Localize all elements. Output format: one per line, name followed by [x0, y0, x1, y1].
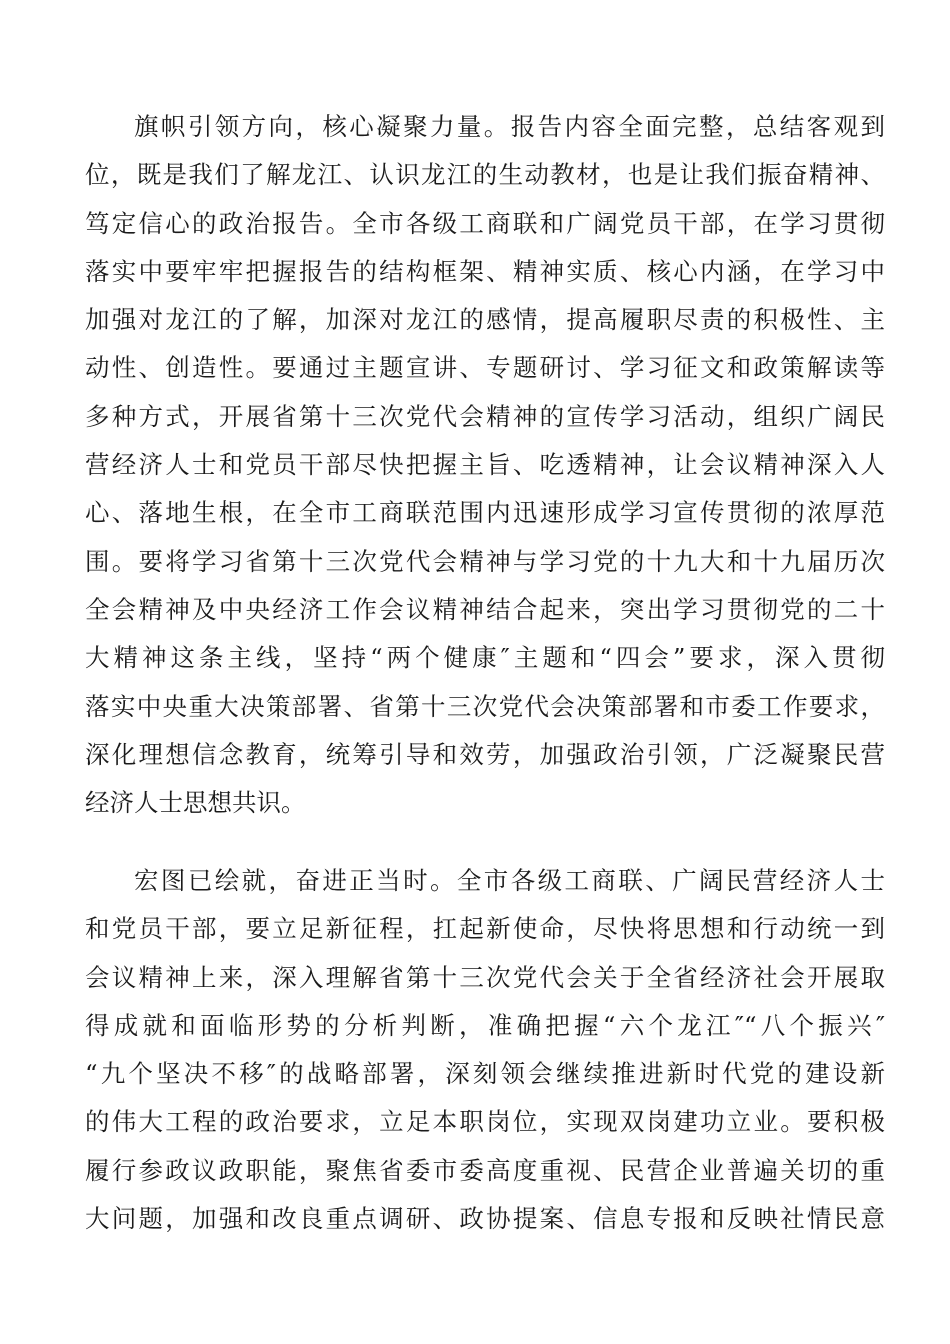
paragraph-2	[85, 857, 885, 1243]
paragraph-line: 大精神这条主线，坚持“两个健康″主题和“四会”要求，深入贯彻	[85, 643, 885, 673]
paragraph-line: 多种方式，开展省第十三次党代会精神的宣传学习活动，组织广阔民	[85, 401, 885, 431]
paragraph-line: 心、落地生根，在全市工商联范围内迅速形成学习宣传贯彻的浓厚范	[85, 498, 885, 528]
paragraph-line: 营经济人士和党员干部尽快把握主旨、吃透精神，让会议精神深入人	[85, 450, 885, 480]
paragraph-line: 动性、创造性。要通过主题宣讲、专题研讨、学习征文和政策解读等	[85, 353, 885, 383]
paragraph-line: 旗帜引领方向，核心凝聚力量。报告内容全面完整，总结客观到	[134, 112, 885, 141]
paragraph-line: 的伟大工程的政治要求，立足本职岗位，实现双岗建功立业。要积极	[85, 1107, 885, 1137]
paragraph-line: 深化理想信念教育，统筹引导和效劳，加强政治引领，广泛凝聚民营	[85, 739, 885, 769]
paragraph-line: 笃定信心的政治报告。全市各级工商联和广阔党员干部，在学习贯彻	[85, 208, 885, 238]
paragraph-line: 大问题，加强和改良重点调研、政协提案、信息专报和反映社情民意	[85, 1204, 885, 1234]
paragraph-line: 全会精神及中央经济工作会议精神结合起来，突出学习贯彻党的二十	[85, 594, 885, 624]
paragraph-line: “九个坚决不移″的战略部署，深刻领会继续推进新时代党的建设新	[85, 1059, 885, 1089]
paragraph-line: 经济人士思想共识。	[85, 788, 306, 818]
paragraph-line: 落实中央重大决策部署、省第十三次党代会决策部署和市委工作要求，	[85, 691, 885, 721]
paragraph-line: 围。要将学习省第十三次党代会精神与学习党的十九大和十九届历次	[85, 546, 885, 576]
paragraph-line: 宏图已绘就，奋进正当时。全市各级工商联、广阔民营经济人士	[134, 866, 885, 895]
paragraph-line: 落实中要牢牢把握报告的结构框架、精神实质、核心内涵，在学习中	[85, 256, 885, 286]
paragraph-line: 和党员干部，要立足新征程，扛起新使命，尽快将思想和行动统一到	[85, 914, 885, 944]
paragraph-line: 得成就和面临形势的分析判断，准确把握“六个龙江″“八个振兴″	[85, 1010, 885, 1040]
paragraph-line: 加强对龙江的了解，加深对龙江的感情，提高履职尽责的积极性、主	[85, 305, 885, 335]
paragraph-line: 位，既是我们了解龙江、认识龙江的生动教材，也是让我们振奋精神、	[85, 160, 885, 190]
paragraph-line: 履行参政议政职能，聚焦省委市委高度重视、民营企业普遍关切的重	[85, 1155, 885, 1185]
paragraph-1	[85, 103, 885, 827]
paragraph-line: 会议精神上来，深入理解省第十三次党代会关于全省经济社会开展取	[85, 962, 885, 992]
